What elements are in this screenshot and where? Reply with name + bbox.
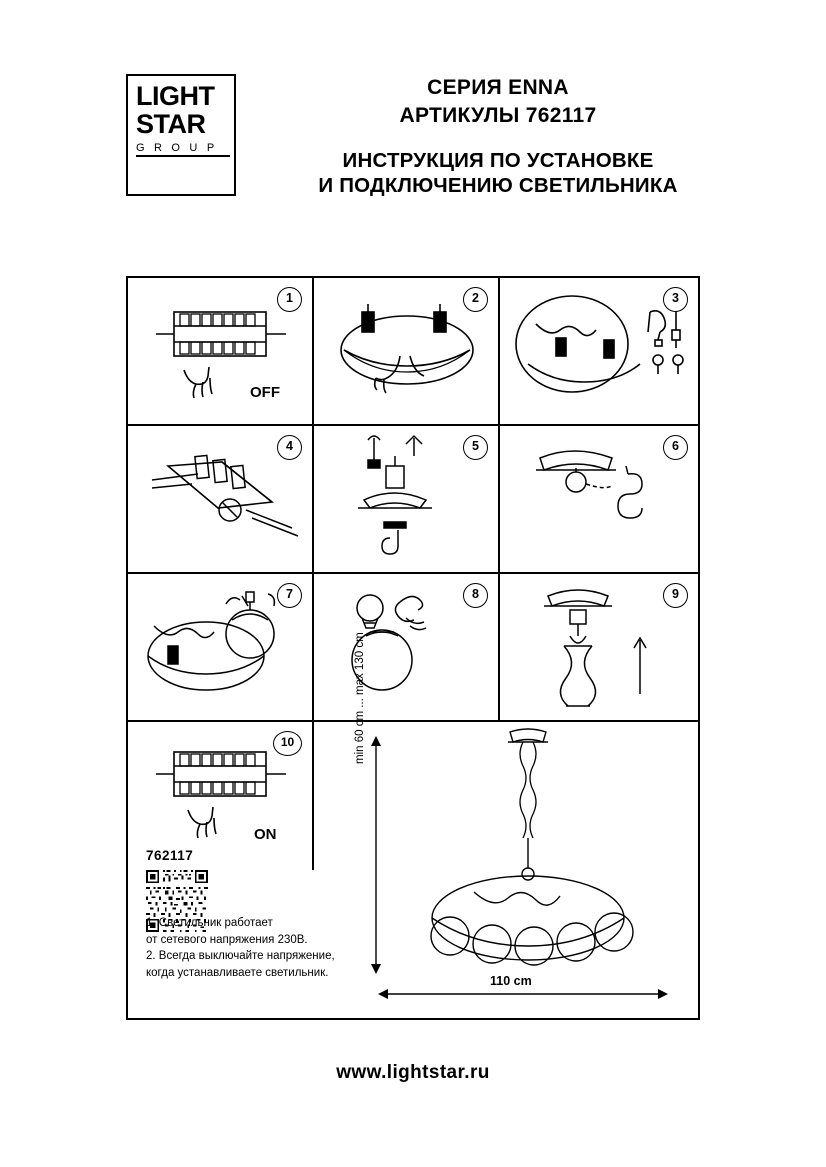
header-titles xyxy=(296,74,700,198)
brand-logo xyxy=(126,74,236,196)
step-1-caption: OFF xyxy=(250,384,280,401)
step-4-badge: 4 xyxy=(277,435,302,460)
note-line-2: от сетевого напряжения 230В. xyxy=(146,933,308,946)
logo-text-group: G R O U P xyxy=(136,142,218,154)
note-line-3: 2. Всегда выключайте напряжение, xyxy=(146,950,335,962)
step-cell-3 xyxy=(500,278,698,426)
step-10-caption: ON xyxy=(254,826,277,843)
height-dimension-label: min 60 cm ... max 130 cm xyxy=(354,632,366,764)
step-cell-9 xyxy=(500,574,698,722)
step-1-badge: 1 xyxy=(277,287,302,312)
instruction-title-line1: ИНСТРУКЦИЯ ПО УСТАНОВКЕ xyxy=(342,149,654,172)
note-line-4: когда устанавливаете светильник. xyxy=(146,966,329,979)
step-cell-2 xyxy=(314,278,500,426)
step-cell-8 xyxy=(314,574,500,722)
dimension-cell xyxy=(314,632,698,1018)
series-label: СЕРИЯ ENNA xyxy=(427,76,569,99)
article-label: АРТИКУЛЫ 762117 xyxy=(399,104,597,127)
steps-grid xyxy=(126,276,700,1020)
step-7-badge: 7 xyxy=(277,583,302,608)
step-cell-4 xyxy=(128,426,314,574)
step-9-badge: 9 xyxy=(663,583,688,608)
step-cell-1 xyxy=(128,278,314,426)
width-dimension-label: 110 cm xyxy=(490,974,532,988)
step-cell-6 xyxy=(500,426,698,574)
instruction-title-line2: И ПОДКЛЮЧЕНИЮ СВЕТИЛЬНИКА xyxy=(318,174,678,197)
step-5-badge: 5 xyxy=(463,435,488,460)
step-cell-5 xyxy=(314,426,500,574)
usage-notes xyxy=(146,915,366,981)
step-10-badge: 10 xyxy=(273,731,302,756)
step-8-badge: 8 xyxy=(463,583,488,608)
logo-divider xyxy=(136,155,230,157)
product-code: 762117 xyxy=(146,848,194,863)
logo-text-light: LIGHT xyxy=(136,81,215,111)
logo-text-star: STAR xyxy=(136,109,206,139)
note-line-1: 1. Светильник работает xyxy=(146,917,273,929)
step-cell-7 xyxy=(128,574,314,722)
step-6-badge: 6 xyxy=(663,435,688,460)
footer-website[interactable]: www.lightstar.ru xyxy=(336,1062,490,1083)
step-3-badge: 3 xyxy=(663,287,688,312)
document-header xyxy=(126,74,700,204)
step-2-badge: 2 xyxy=(463,287,488,312)
